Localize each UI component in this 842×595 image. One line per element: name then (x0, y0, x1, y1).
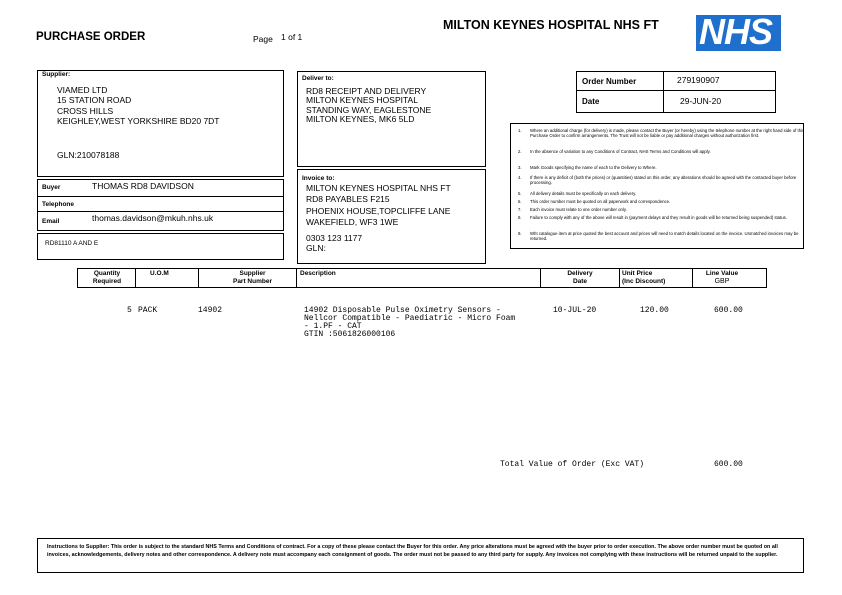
email-label: Email (42, 218, 60, 225)
buyer-label: Buyer (42, 184, 61, 191)
page-number: 1 of 1 (281, 32, 303, 42)
telephone-label: Telephone (42, 201, 75, 208)
description-line: - 1.PF - CAT (304, 322, 362, 331)
column-divider (540, 268, 541, 288)
nhs-logo-text: NHS (699, 11, 773, 52)
nhs-logo (696, 11, 781, 52)
table-row (77, 306, 767, 346)
supplier-label: Supplier: (42, 71, 71, 78)
header-unit-price: Unit Price (Inc Discount) (622, 270, 666, 285)
description-line: 14902 Disposable Pulse Oximetry Sensors - (304, 306, 501, 315)
row-description (304, 307, 515, 339)
order-info-divider (663, 71, 664, 113)
terms-list: 1. Where an additional charge (for delivery) is made, please contact the Buyer (or hereby) using the telephone number at the right hand side of this Purchase Order to confirm arrangements. The Trust will not be liable or pay additional charges without authorization first. 2. In the absence of variation to any Conditions of Contract, NHS Terms and Conditions will apply. 3. Mark Goods specifying the name of each to the Delivery to Where. 4. If there is any deficit of (both the prices) or (quantities) stated on this order, any alterations should be agreed with the contacted buyer before processing. 5. All delivery details must be specifically on each delivery. 6. This order number must be quoted on all paperwork and correspondence. 7. Each invoice must relate to one order number only. 8. Failure to comply with any of the above will result in (payment delays and they result in goods will be returned being suspended) status. 9. Wht catalogue item at price quoted the best account and prices will need to match details located on the invoice. Unmatched invoices may be returned. (518, 128, 805, 242)
invoice-line: RD8 PAYABLES F215 (306, 194, 390, 205)
column-divider (135, 268, 136, 288)
invoice-line: WAKEFIELD, WF3 1WE (306, 217, 399, 228)
order-number-label: Order Number (582, 77, 637, 86)
invoice-phone: 0303 123 1177 (306, 233, 363, 243)
row-uom: PACK (138, 306, 158, 315)
order-info-divider (576, 90, 776, 91)
header-supplier-part: Supplier Part Number (232, 270, 272, 285)
invoice-line: PHOENIX HOUSE,TOPCLIFFE LANE (306, 205, 451, 216)
row-line-value: 600.00 (714, 306, 743, 315)
hospital-name: MILTON KEYNES HOSPITAL NHS FT (443, 18, 659, 32)
supplier-instructions: Instructions to Supplier: This order is subject to the standard NHS Terms and Conditions of contract. For a copy of these please contact the Buyer for this order. Any price alterations must be agreed with the buyer prior to order execution. The above order number must be quoted on all invoices, acknowledgements, delivery notes and other correspondence. A delivery note must accompany each consignment of goods. The order must not be passed to any third party for supply. Any invoices not complying with these instructions will be returned unpaid to the supplier. (47, 544, 778, 558)
order-date-value: 29-JUN-20 (680, 96, 722, 106)
column-divider (692, 268, 693, 288)
page-label: Page (253, 34, 273, 44)
supplier-gln: GLN:210078188 (57, 150, 120, 160)
description-line: GTIN :5061826000106 (304, 330, 396, 339)
header-description: Description (300, 270, 336, 277)
deliver-to-label: Deliver to: (302, 75, 334, 82)
deliver-line: STANDING WAY, EAGLESTONE (306, 104, 432, 115)
column-divider (198, 268, 199, 288)
document-title: PURCHASE ORDER (36, 31, 146, 43)
deliver-line: MILTON KEYNES, MK6 5LD (306, 114, 415, 125)
deliver-line: MILTON KEYNES HOSPITAL (306, 95, 418, 106)
invoice-to-label: Invoice to: (302, 175, 335, 182)
buyer-divider (37, 196, 284, 197)
buyer-value: THOMAS RD8 DAVIDSON (92, 181, 194, 191)
supplier-line: CROSS HILLS (57, 105, 114, 116)
buyer-divider (37, 211, 284, 212)
row-quantity: 5 (127, 306, 132, 315)
header-line-value: Line Value GBP (705, 270, 739, 285)
supplier-line: 15 STATION ROAD (57, 95, 132, 106)
supplier-line: VIAMED LTD (57, 85, 108, 95)
order-date-label: Date (582, 97, 600, 106)
invoice-gln: GLN: (306, 243, 326, 253)
deliver-to-address (306, 87, 431, 125)
column-divider (296, 268, 297, 288)
email-value: thomas.davidson@mkuh.nhs.uk (92, 213, 214, 223)
deliver-line: RD8 RECEIPT AND DELIVERY (306, 86, 427, 96)
header-uom: U.O.M (150, 270, 169, 277)
description-line: Nellcor Compatible - Paediatric - Micro Foam (304, 314, 516, 323)
invoice-to-address (306, 184, 451, 228)
total-value: 600.00 (714, 460, 743, 469)
order-number-value: 279190907 (677, 75, 720, 85)
total-label: Total Value of Order (Exc VAT) (500, 460, 645, 469)
row-unit-price: 120.00 (640, 306, 669, 315)
invoice-line: MILTON KEYNES HOSPITAL NHS FT (306, 183, 451, 193)
supplier-address (57, 86, 220, 127)
reference-text: RD81110 A AND E (45, 240, 99, 247)
column-divider (619, 268, 620, 288)
header-quantity: Quantity Required (92, 270, 122, 285)
header-delivery-date: Delivery Date (567, 270, 593, 285)
row-delivery-date: 10-JUL-20 (553, 306, 597, 315)
row-part-number: 14902 (198, 306, 223, 315)
supplier-line: KEIGHLEY,WEST YORKSHIRE BD20 7DT (57, 116, 220, 127)
